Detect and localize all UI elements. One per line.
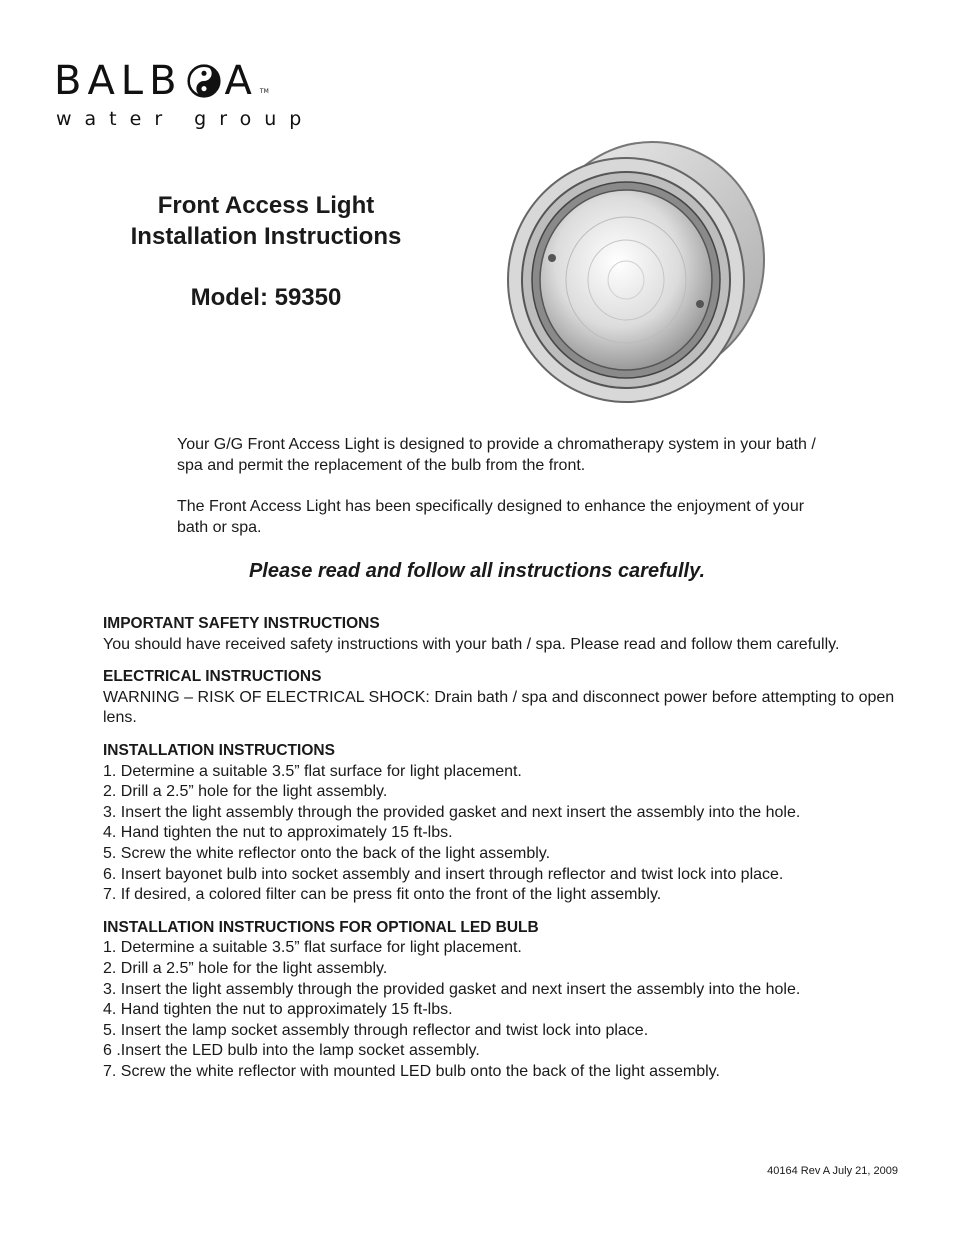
intro bbox=[177, 434, 817, 558]
list-item: 4. Hand tighten the nut to approximately 15 ft-lbs. bbox=[103, 824, 453, 842]
read-instructions-notice: Please read and follow all instructions carefully. bbox=[248, 560, 706, 582]
electrical-text: WARNING – RISK OF ELECTRICAL SHOCK: Drain bath / spa and disconnect power before attempting to open lens. bbox=[103, 688, 895, 727]
list-item: 3. Insert the light assembly through the provided gasket and next insert the assembly into the hole. bbox=[103, 980, 801, 998]
list-item: 2. Drill a 2.5” hole for the light assembly. bbox=[103, 959, 388, 977]
document-title bbox=[96, 190, 436, 313]
document-revision-footer: 40164 Rev A July 21, 2009 bbox=[767, 1165, 898, 1177]
list-item: 6. Insert bayonet bulb into socket assembly and insert through reflector and twist lock into place. bbox=[103, 865, 784, 883]
installation-heading: INSTALLATION INSTRUCTIONS bbox=[103, 741, 335, 759]
balboa-logo bbox=[54, 58, 344, 130]
safety-section bbox=[103, 614, 903, 655]
list-item: 5. Insert the lamp socket assembly through reflector and twist lock into place. bbox=[103, 1021, 649, 1039]
list-item: 7. Screw the white reflector with mounted LED bulb onto the back of the light assembly. bbox=[103, 1062, 720, 1080]
list-item: 3. Insert the light assembly through the provided gasket and next insert the assembly into the hole. bbox=[103, 803, 801, 821]
list-item: 1. Determine a suitable 3.5” flat surface for light placement. bbox=[103, 762, 522, 780]
led-heading: INSTALLATION INSTRUCTIONS FOR OPTIONAL LED BULB bbox=[103, 918, 539, 936]
electrical-heading: ELECTRICAL INSTRUCTIONS bbox=[103, 668, 322, 686]
intro-paragraph-1: Your G/G Front Access Light is designed to provide a chromatherapy system in your bath / spa and permit the replacement of the bulb from the front. bbox=[177, 436, 816, 474]
list-item: 2. Drill a 2.5” hole for the light assembly. bbox=[103, 783, 388, 801]
safety-text: You should have received safety instructions with your bath / spa. Please read and follow them carefully. bbox=[103, 635, 840, 653]
led-steps bbox=[103, 938, 903, 1082]
title-line-1: Front Access Light bbox=[157, 192, 375, 219]
list-item: 5. Screw the white reflector onto the back of the light assembly. bbox=[103, 844, 551, 862]
electrical-section bbox=[103, 667, 903, 729]
intro-paragraph-2: The Front Access Light has been specifically designed to enhance the enjoyment of your bath or spa. bbox=[177, 498, 805, 536]
led-section bbox=[103, 918, 903, 1083]
logo-tagline: water group bbox=[56, 108, 315, 130]
list-item: 7. If desired, a colored filter can be press fit onto the front of the light assembly. bbox=[103, 886, 662, 904]
model-number: Model: 59350 bbox=[190, 284, 342, 311]
instruction-sections bbox=[103, 614, 903, 1094]
title-line-2: Installation Instructions bbox=[130, 223, 402, 250]
product-photo-light bbox=[494, 130, 774, 420]
list-item: 1. Determine a suitable 3.5” flat surface for light placement. bbox=[103, 939, 522, 957]
list-item: 4. Hand tighten the nut to approximately 15 ft-lbs. bbox=[103, 1001, 453, 1019]
safety-heading: IMPORTANT SAFETY INSTRUCTIONS bbox=[103, 615, 380, 632]
installation-section bbox=[103, 741, 903, 906]
list-item: 6 .Insert the LED bulb into the lamp socket assembly. bbox=[103, 1042, 480, 1060]
logo-wordmark: BALB A TM bbox=[54, 58, 269, 104]
installation-steps bbox=[103, 762, 903, 906]
yin-yang-icon bbox=[187, 64, 221, 98]
